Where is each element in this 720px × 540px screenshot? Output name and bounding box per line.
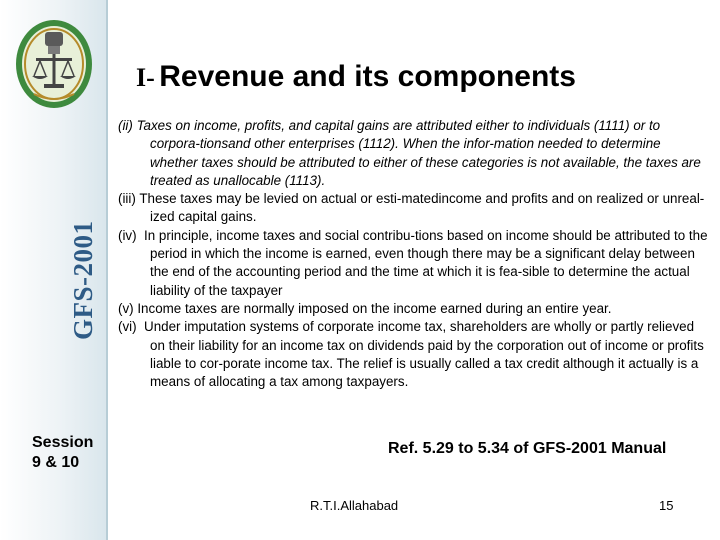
paragraph-v: (v) Income taxes are normally imposed on the income earned during an entire year. <box>118 300 612 316</box>
manual-reference: Ref. 5.29 to 5.34 of GFS-2001 Manual <box>388 440 667 457</box>
paragraph-ii: (ii) Taxes on income, profits, and capital gains are attributed either to individuals (1111) or to corpora-tionsand other enterprises (1112). When the infor-mation needed to determine whether taxes should be attributed to either of these categories is not available, the taxes are treated as unallocable (1113). <box>118 118 701 188</box>
session-label <box>32 433 93 473</box>
page-number: 15 <box>659 498 674 513</box>
paragraph-iv: (iv) In principle, income taxes and social contribu-tions based on income should be attributed to the period in which the income is earned, even though there may be a significant delay between the end of the accounting period and the time at which it is fea-sible to determine the actual liability of the taxpayer <box>118 227 708 298</box>
slide-title <box>136 60 576 94</box>
session-line-1: Session <box>32 434 94 451</box>
cag-emblem-icon <box>14 18 94 110</box>
paragraph-vi: (vi) Under imputation systems of corporate income tax, shareholders are wholly or partly relieved on their liability for an income tax on dividends paid by the corporation out of income or profits liable to cor-porate income tax. The relief is usually called a tax credit although it actually is a means of allocating a tax among taxpayers. <box>118 319 704 390</box>
sidebar-divider <box>106 0 108 540</box>
title-main: Revenue and its components <box>159 60 576 93</box>
vertical-title: GFS-2001 <box>68 220 98 340</box>
session-line-2: 9 & 10 <box>32 454 80 471</box>
paragraph-iii: (iii) These taxes may be levied on actual or esti-matedincome and profits and on realized or unreal-ized capital gains. <box>118 191 705 225</box>
footer-organization: R.T.I.Allahabad <box>310 498 399 513</box>
title-prefix: I- <box>136 63 155 92</box>
slide-body <box>118 117 710 391</box>
